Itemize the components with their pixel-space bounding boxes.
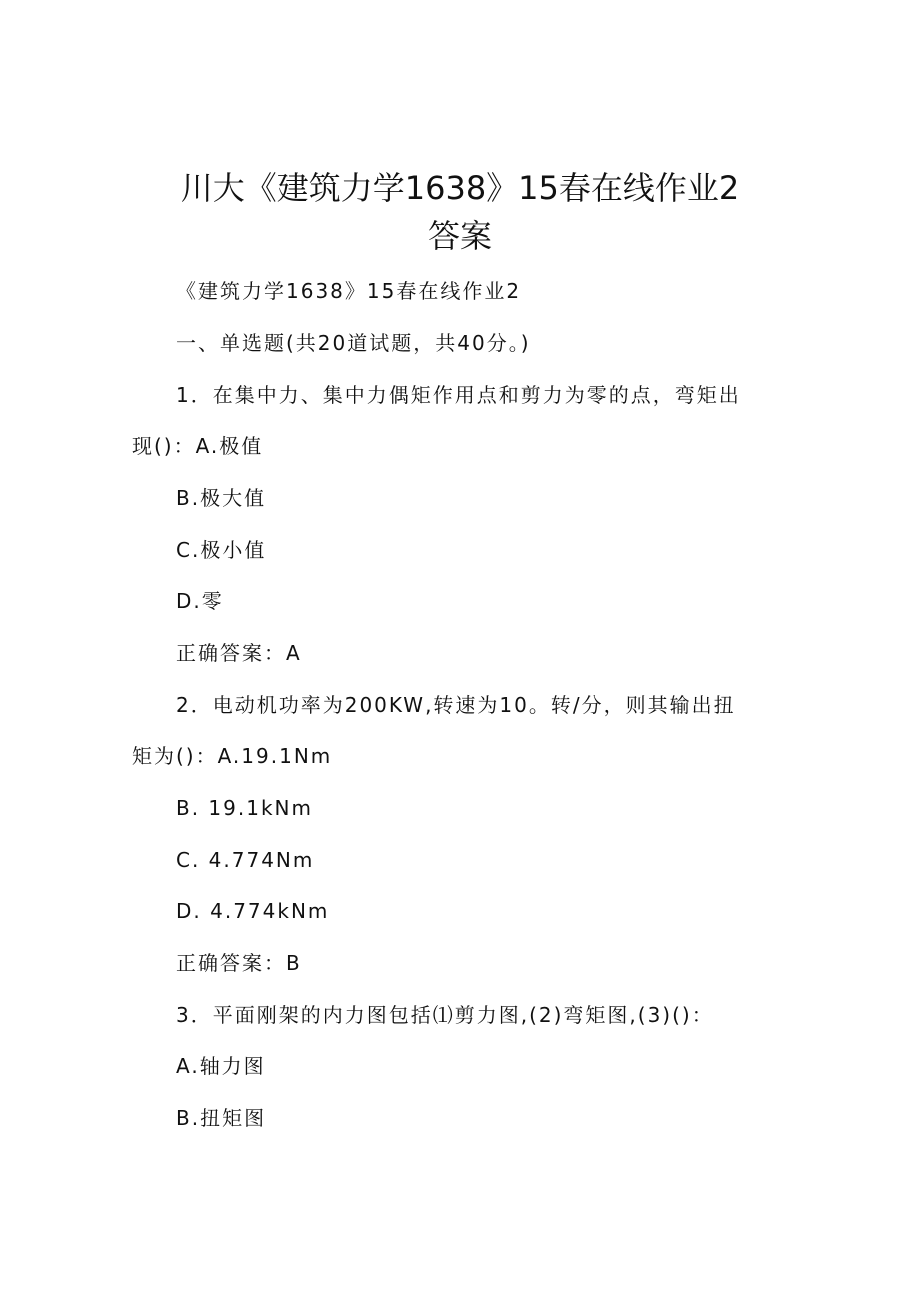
question-3-option-b: B.扭矩图 [176, 1106, 267, 1130]
question-2-stem-line-2: 矩为()：A.19.1Nm [132, 744, 333, 768]
section-heading: 一、单选题(共20道试题，共40分。) [176, 331, 531, 355]
question-2-stem-line-1: 2．电动机功率为200KW,转速为10。转/分，则其输出扭 [176, 693, 736, 717]
question-2-option-d: D. 4.774kNm [176, 899, 330, 923]
document-title-line-1: 川大《建筑力学1638》15春在线作业2 [180, 169, 740, 207]
document-title-line-2: 答案 [427, 217, 492, 255]
subtitle: 《建筑力学1638》15春在线作业2 [176, 279, 522, 303]
question-1-answer: 正确答案：A [176, 641, 302, 665]
question-3-option-a: A.轴力图 [176, 1054, 266, 1078]
question-2-option-c: C. 4.774Nm [176, 848, 315, 872]
question-1-stem-line-2: 现()：A.极值 [132, 434, 264, 458]
question-2-option-b: B. 19.1kNm [176, 796, 313, 820]
question-1-option-b: B.极大值 [176, 486, 267, 510]
question-1-stem-line-1: 1．在集中力、集中力偶矩作用点和剪力为零的点，弯矩出 [176, 383, 741, 407]
question-3-stem-line-1: 3．平面刚架的内力图包括⑴剪力图,(2)弯矩图,(3)()： [176, 1003, 714, 1027]
question-1-option-c: C.极小值 [176, 538, 267, 562]
question-1-option-d: D.零 [176, 589, 224, 613]
question-2-answer: 正确答案：B [176, 951, 302, 975]
